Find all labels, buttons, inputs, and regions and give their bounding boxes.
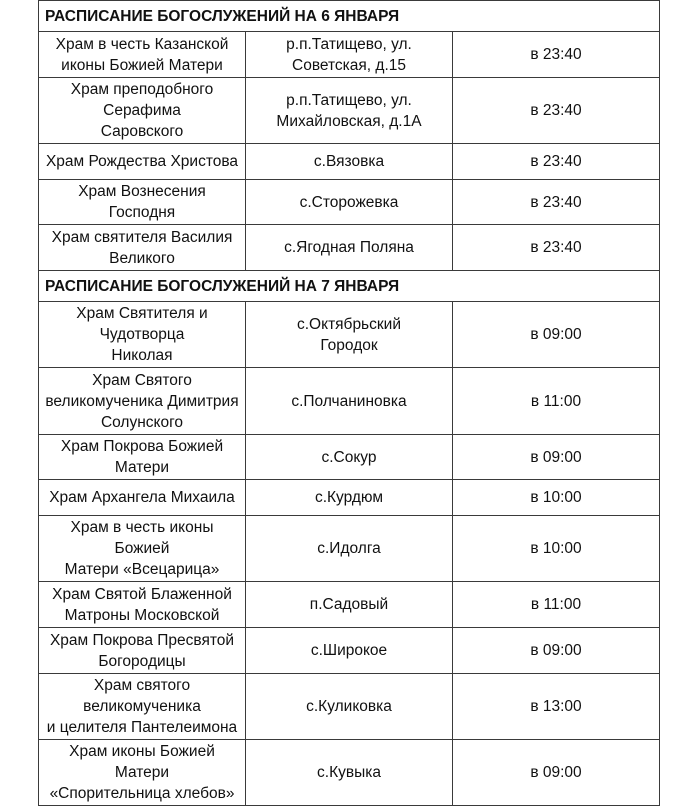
church-name-cell: Храм Рождества Христова	[39, 144, 246, 180]
service-time-cell: в 23:40	[453, 32, 660, 78]
location-cell: с.Вязовка	[246, 144, 453, 180]
location-cell: с.Идолга	[246, 516, 453, 582]
church-name-cell: Храм преподобного Серафима Саровского	[39, 78, 246, 144]
location-cell: с.Сокур	[246, 435, 453, 480]
location-cell: с.Курдюм	[246, 480, 453, 516]
schedule-table	[38, 0, 660, 806]
service-time-cell: в 10:00	[453, 480, 660, 516]
table-row	[39, 674, 660, 740]
schedule-sheet	[38, 0, 660, 802]
location-cell: с.Октябрьский Городок	[246, 302, 453, 368]
church-name-cell: Храм в честь Казанской иконы Божией Матери	[39, 32, 246, 78]
service-time-cell: в 09:00	[453, 740, 660, 806]
church-name-cell: Храм в честь иконы Божией Матери «Всецарица»	[39, 516, 246, 582]
location-cell: п.Садовый	[246, 582, 453, 628]
location-cell: с.Кувыка	[246, 740, 453, 806]
location-cell: с.Широкое	[246, 628, 453, 674]
table-row	[39, 225, 660, 271]
church-name-cell: Храм Святого великомученика Димитрия Солунского	[39, 368, 246, 435]
table-row	[39, 180, 660, 225]
service-time-cell: в 11:00	[453, 582, 660, 628]
church-name-cell: Храм иконы Божией Матери «Спорительница хлебов»	[39, 740, 246, 806]
service-time-cell: в 23:40	[453, 78, 660, 144]
church-name-cell: Храм Покрова Божией Матери	[39, 435, 246, 480]
service-time-cell: в 23:40	[453, 144, 660, 180]
table-row	[39, 32, 660, 78]
table-row	[39, 302, 660, 368]
section-title: РАСПИСАНИЕ БОГОСЛУЖЕНИЙ НА 6 ЯНВАРЯ	[39, 1, 660, 32]
service-time-cell: в 11:00	[453, 368, 660, 435]
table-row	[39, 435, 660, 480]
location-cell: с.Куликовка	[246, 674, 453, 740]
service-time-cell: в 10:00	[453, 516, 660, 582]
service-time-cell: в 09:00	[453, 302, 660, 368]
service-time-cell: в 13:00	[453, 674, 660, 740]
service-time-cell: в 09:00	[453, 435, 660, 480]
table-row	[39, 144, 660, 180]
service-time-cell: в 09:00	[453, 628, 660, 674]
table-row	[39, 582, 660, 628]
section-header	[39, 271, 660, 302]
table-row	[39, 368, 660, 435]
table-row	[39, 78, 660, 144]
church-name-cell: Храм Святителя и Чудотворца Николая	[39, 302, 246, 368]
church-name-cell: Храм Вознесения Господня	[39, 180, 246, 225]
table-row	[39, 516, 660, 582]
schedule-body	[39, 1, 660, 806]
church-name-cell: Храм Архангела Михаила	[39, 480, 246, 516]
church-name-cell: Храм святого великомученика и целителя Пантелеимона	[39, 674, 246, 740]
section-title: РАСПИСАНИЕ БОГОСЛУЖЕНИЙ НА 7 ЯНВАРЯ	[39, 271, 660, 302]
location-cell: с.Сторожевка	[246, 180, 453, 225]
service-time-cell: в 23:40	[453, 225, 660, 271]
table-row	[39, 740, 660, 806]
location-cell: с.Полчаниновка	[246, 368, 453, 435]
church-name-cell: Храм Святой Блаженной Матроны Московской	[39, 582, 246, 628]
location-cell: р.п.Татищево, ул. Михайловская, д.1А	[246, 78, 453, 144]
church-name-cell: Храм святителя Василия Великого	[39, 225, 246, 271]
section-header	[39, 1, 660, 32]
location-cell: с.Ягодная Поляна	[246, 225, 453, 271]
church-name-cell: Храм Покрова Пресвятой Богородицы	[39, 628, 246, 674]
table-row	[39, 480, 660, 516]
location-cell: р.п.Татищево, ул. Советская, д.15	[246, 32, 453, 78]
service-time-cell: в 23:40	[453, 180, 660, 225]
